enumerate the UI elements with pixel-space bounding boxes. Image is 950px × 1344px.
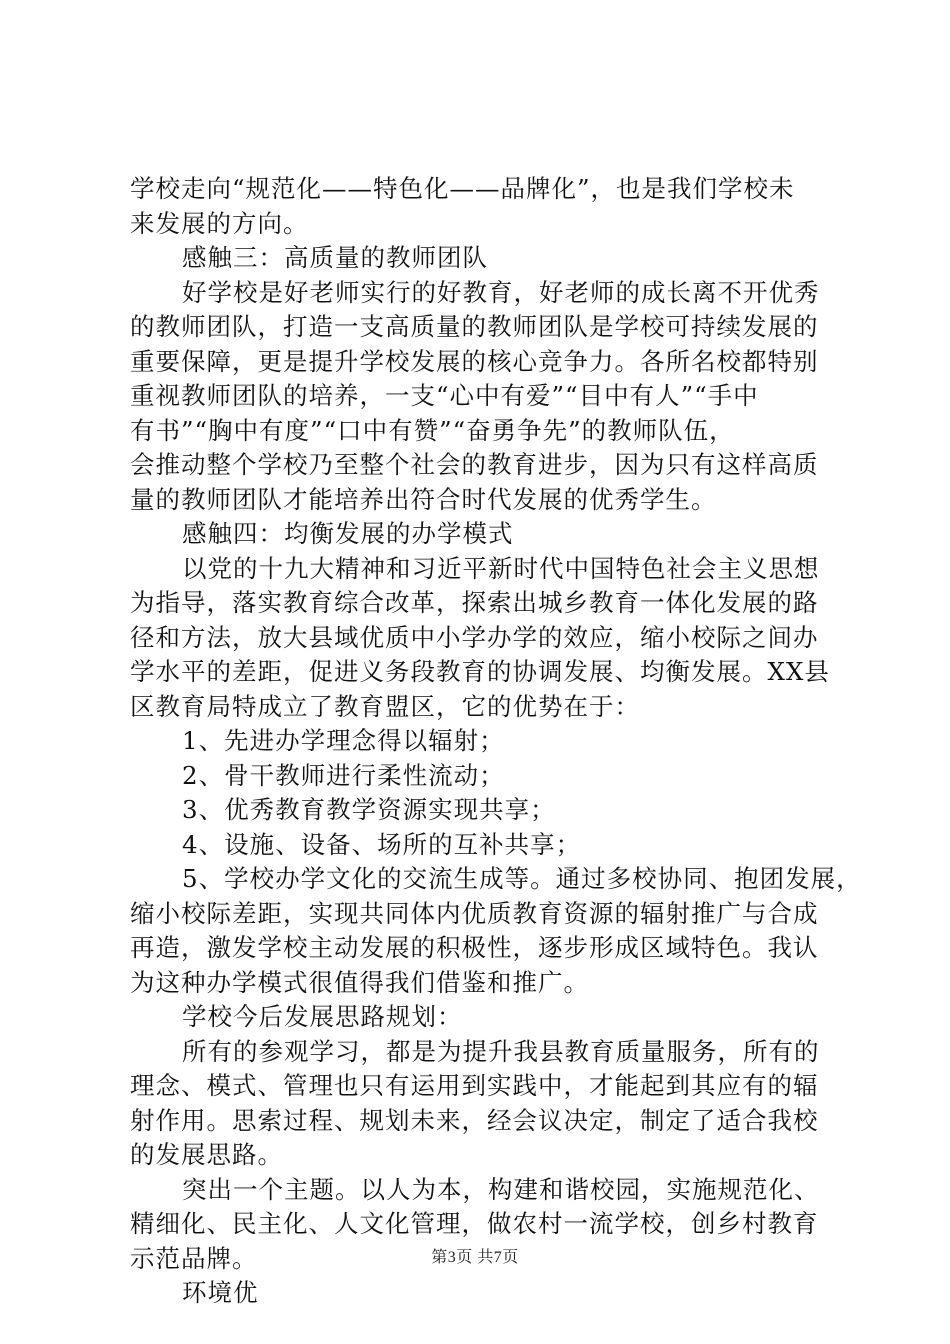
page-footer: 第3页 共7页 xyxy=(431,1249,519,1266)
text-line: 的教师团队，打造一支高质量的教师团队是学校可持续发展的 xyxy=(130,312,819,341)
text-line: 4、设施、设备、场所的互补共享； xyxy=(182,829,582,859)
text-line: 量的教师团队才能培养出符合时代发展的优秀学生。 xyxy=(130,484,717,514)
text-line: 环境优 xyxy=(182,1278,259,1307)
text-line: 精细化、民主化、人文化管理，做农村一流学校，创乡村教育 xyxy=(130,1209,819,1238)
text-line: 的发展思路。 xyxy=(130,1140,283,1169)
text-line: 学校走向“规范化——特色化——品牌化”，也是我们学校未 xyxy=(130,174,795,203)
text-line: 3、优秀教育教学资源实现共享； xyxy=(182,795,556,824)
document-body xyxy=(130,172,862,1311)
text-line: 射作用。思索过程、规划未来，经会议决定，制定了适合我校 xyxy=(130,1105,819,1135)
text-line: 来发展的方向。 xyxy=(130,208,309,238)
text-line: 好学校是好老师实行的好教育，好老师的成长离不开优秀 xyxy=(182,277,820,307)
text-line: 区教育局特成立了教育盟区，它的优势在于： xyxy=(130,691,640,721)
text-line: 重要保障，更是提升学校发展的核心竞争力。各所名校都特别 xyxy=(130,346,819,376)
text-line: 理念、模式、管理也只有运用到实践中，才能起到其应有的辐 xyxy=(130,1071,819,1100)
text-line: 会推动整个学校乃至整个社会的教育进步，因为只有这样高质 xyxy=(130,450,819,479)
text-line: 感触四：均衡发展的办学模式 xyxy=(182,519,514,548)
text-line: 径和方法，放大县域优质中小学办学的效应，缩小校际之间办 xyxy=(130,622,819,652)
text-line: 为指导，落实教育综合改革，探索出城乡教育一体化发展的路 xyxy=(130,588,819,617)
text-line: 重视教师团队的培养，一支“心中有爱”“目中有人”“手中 xyxy=(130,381,759,410)
text-line: 学水平的差距，促进义务段教育的协调发展、均衡发展。XX县 xyxy=(130,657,830,686)
text-line: 突出一个主题。以人为本，构建和谐校园，实施规范化、 xyxy=(182,1174,820,1204)
text-line: 示范品牌。 xyxy=(130,1243,258,1273)
text-line: 5、学校办学文化的交流生成等。通过多校协同、抱团发展， xyxy=(182,864,862,893)
text-line: 以党的十九大精神和习近平新时代中国特色社会主义思想 xyxy=(182,553,820,583)
text-line: 学校今后发展思路规划： xyxy=(182,1002,463,1031)
text-line: 再造，激发学校主动发展的积极性，逐步形成区域特色。我认 xyxy=(130,933,819,962)
text-line: 所有的参观学习，都是为提升我县教育质量服务，所有的 xyxy=(182,1036,820,1066)
text-line: 有书”“胸中有度”“口中有赞”“奋勇争先”的教师队伍， xyxy=(130,415,735,445)
text-line: 1、先进办学理念得以辐射； xyxy=(182,726,505,755)
text-line: 感触三：高质量的教师团队 xyxy=(182,243,488,272)
text-line: 为这种办学模式很值得我们借鉴和推广。 xyxy=(130,967,589,997)
text-line: 2、骨干教师进行柔性流动； xyxy=(182,760,505,790)
text-line: 缩小校际差距，实现共同体内优质教育资源的辐射推广与合成 xyxy=(130,898,819,928)
